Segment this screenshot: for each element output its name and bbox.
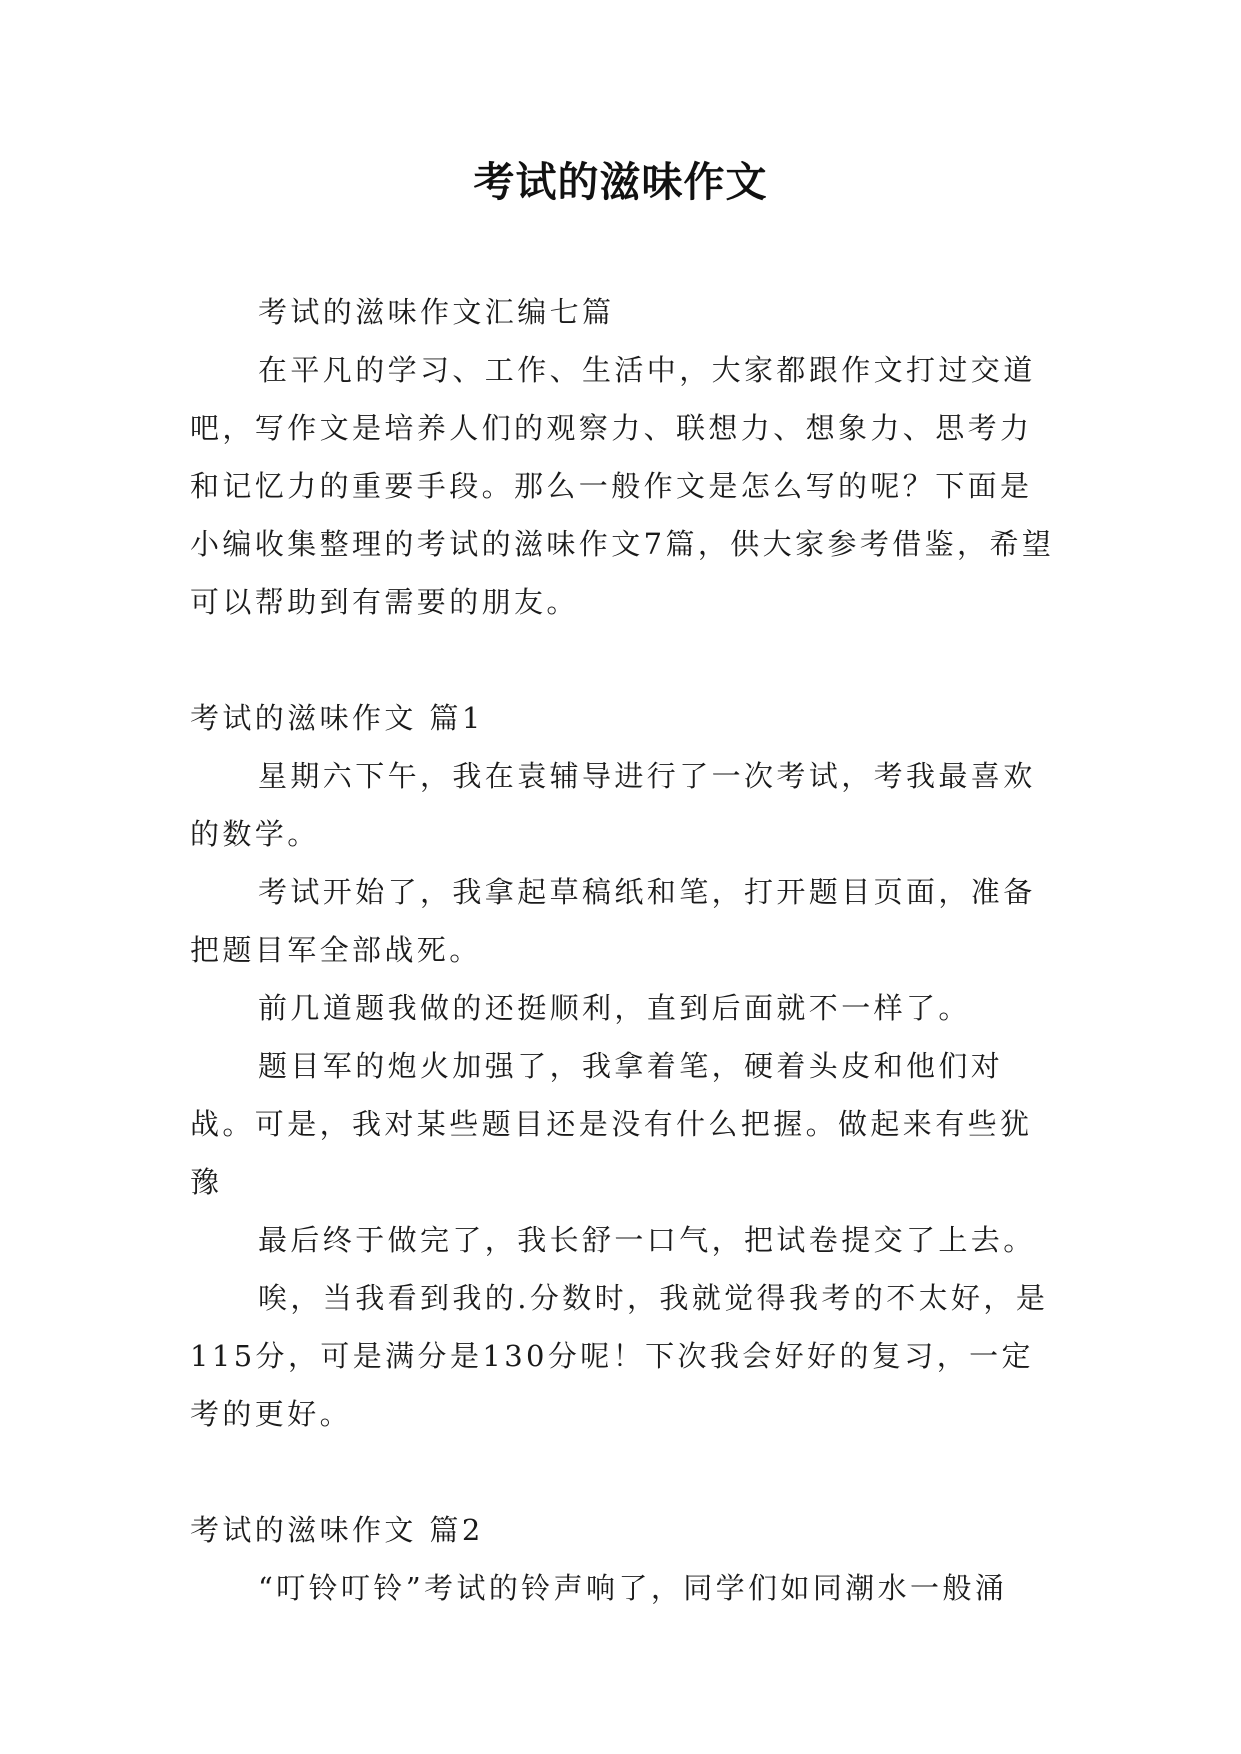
- intro-paragraph: 在平凡的学习、工作、生活中，大家都跟作文打过交道吧，写作文是培养人们的观察力、联想力、想象力、思考力和记忆力的重要手段。那么一般作文是怎么写的呢？下面是小编收集整理的考试的滋味作文7篇，供大家参考借鉴，希望可以帮助到有需要的朋友。: [190, 353, 1055, 619]
- section-1-paragraph: 最后终于做完了，我长舒一口气，把试卷提交了上去。: [258, 1223, 1036, 1257]
- document-body: [190, 283, 1060, 1617]
- section-2-paragraph: “叮铃叮铃”考试的铃声响了，同学们如同潮水一般涌: [258, 1571, 1008, 1605]
- intro-subtitle: 考试的滋味作文汇编七篇: [258, 295, 615, 329]
- section-1-paragraph: 前几道题我做的还挺顺利，直到后面就不一样了。: [258, 991, 971, 1025]
- section-1-paragraph: 星期六下午，我在袁辅导进行了一次考试，考我最喜欢的数学。: [190, 759, 1036, 851]
- section-spacer: [190, 1443, 1060, 1501]
- section-1-paragraph: 唉，当我看到我的.分数时，我就觉得我考的不太好，是115分，可是满分是130分呢！下次我会好好的复习，一定考的更好。: [190, 1281, 1049, 1431]
- section-heading-2: 考试的滋味作文 篇2: [190, 1513, 484, 1547]
- section-1-paragraph: 考试开始了，我拿起草稿纸和笔，打开题目页面，准备把题目军全部战死。: [190, 875, 1036, 967]
- document-title: 考试的滋味作文: [473, 158, 768, 206]
- section-heading-1: 考试的滋味作文 篇1: [190, 701, 484, 735]
- section-1-paragraph: 题目军的炮火加强了，我拿着笔，硬着头皮和他们对战。可是，我对某些题目还是没有什么把握。做起来有些犹豫: [190, 1049, 1033, 1199]
- section-spacer: [190, 631, 1060, 689]
